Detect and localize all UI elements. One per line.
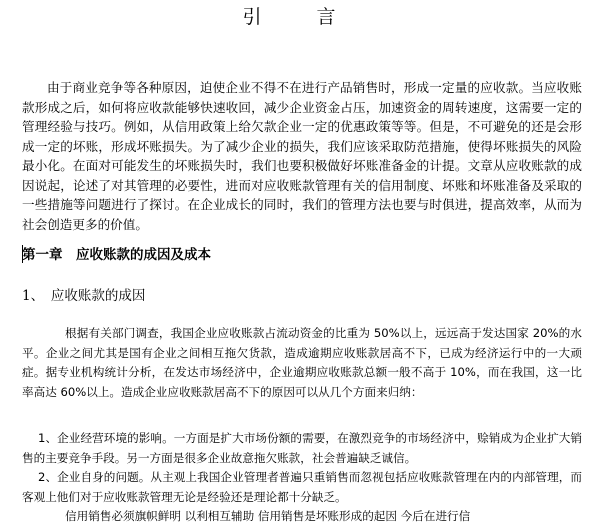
intro-paragraph: 由于商业竞争等各种原因，迫使企业不得不在进行产品销售时，形成一定量的应收款。当应收账款形成之后，如何将应收款能够快速收回，减少企业资金占压，加速资金的周转速度，这需要一定的管理经验与技巧。例如，从信用政策上给欠款企业一定的优惠政策等等。但是，不可避免的还是会形成一定的坏账，形成坏账损失。为了减少企业的损失，我们应该采取防范措施，使得坏账损失的风险最小化。在面对可能发生的坏账损失时，我们也要积极做好坏账准备金的计提。文章从应收账款的成因说起，论述了对其管理的必要性，进而对应收账款管理有关的信用制度、坏账和坏账准备及采取的一些措施等问题进行了探讨。在企业成长的同时，我们的管理方法也要与时俱进，提高效率，从而为社会创造更多的价值。 <box>22 80 582 232</box>
chapter-heading: 第一章 应收账款的成因及成本 <box>22 247 211 263</box>
body-paragraph: 根据有关部门调查，我国企业应收账款占流动资金的比重为 50%以上，远远高于发达国家 20%的水平。企业之间尤其是国有企业之间相互拖欠货款，造成逾期应收账款居高不下，已成为经济运行中的一大顽症。据专业机构统计分析，在发达市场经济中，企业逾期应收账款总额一般不高于 10%，而在我国，这一比率高达 60%以上。造成企业应收账款居高不下的原因可以从几个方面来归纳： <box>22 326 582 399</box>
body-paragraph: 2、企业自身的问题。从主观上我国企业管理者普遍只重销售而忽视包括应收账款管理在内的内部管理，而客观上他们对于应收账款管理无论是经验还是理论都十分缺乏。 <box>22 470 582 504</box>
body-paragraph: 1、企业经营环境的影响。一方面是扩大市场份额的需要，在激烈竞争的市场经济中，赊销成为企业扩大销售的主要竞争手段。另一方面是很多企业故意拖欠账款，社会普遍缺乏诚信。 <box>22 431 582 465</box>
section-heading: 1、 应收账款的成因 <box>22 288 146 304</box>
body-paragraph-partial: 信用销售必须旗帜鲜明 以利相互辅助 信用销售是坏账形成的起因 今后在进行信 <box>65 509 471 523</box>
document-title: 引 言 <box>242 6 354 28</box>
